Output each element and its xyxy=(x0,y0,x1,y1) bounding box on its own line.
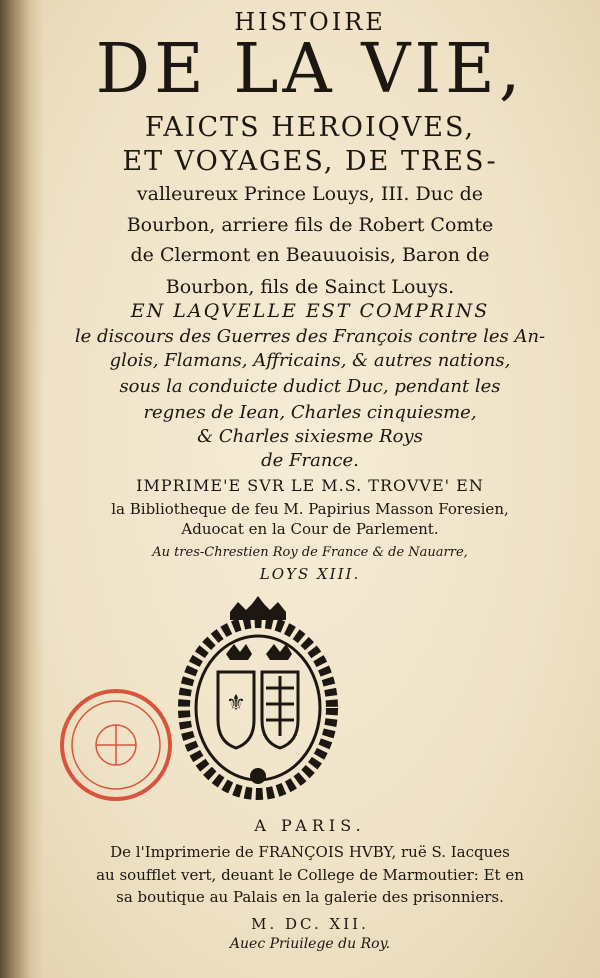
title-line-7: de Clermont en Beauuoisis, Baron de xyxy=(130,244,490,266)
book-binding-edge xyxy=(0,0,44,978)
imprint-line-3: sa boutique au Palais en la galerie des prisonniers. xyxy=(116,888,504,906)
svg-text:⚜: ⚜ xyxy=(226,691,246,716)
subtitle-line-2: le discours des Guerres des François contre les An- xyxy=(74,326,546,347)
dedication-line-1: Au tres-Chrestien Roy de France & de Nauarre, xyxy=(152,545,468,560)
subtitle-line-5: regnes de Iean, Charles cinquiesme, xyxy=(143,402,477,423)
imprint-privilege: Auec Priuilege du Roy. xyxy=(229,936,391,952)
imprint-line-1: De l'Imprimerie de FRANÇOIS HVBY, ruë S. Iacques xyxy=(110,843,510,861)
subtitle-line-7: de France. xyxy=(261,450,359,471)
subtitle-line-6: & Charles sixiesme Roys xyxy=(197,426,423,447)
subtitle-line-3: glois, Flamans, Affricains, & autres nations, xyxy=(109,350,511,371)
royal-coat-of-arms-icon xyxy=(178,588,338,800)
title-line-2: DE LA VIE, xyxy=(95,30,525,109)
imprint-city: A PARIS. xyxy=(254,816,366,835)
subtitle-line-1: EN LAQVELLE EST COMPRINS xyxy=(130,300,490,322)
source-note-line-1: IMPRIME'E SVR LE M.S. TROVVE' EN xyxy=(136,476,484,495)
library-stamp-icon xyxy=(56,685,176,805)
source-note-line-2: la Bibliotheque de feu M. Papirius Masson Foresien, xyxy=(111,500,509,518)
title-line-8: Bourbon, fils de Sainct Louys. xyxy=(165,276,455,298)
imprint-year: M. DC. XII. xyxy=(251,915,369,933)
imprint-line-2: au soufflet vert, deuant le College de Marmoutier: Et en xyxy=(96,866,524,884)
title-line-1: HISTOIRE xyxy=(234,8,386,36)
title-line-5: valleureux Prince Louys, III. Duc de xyxy=(136,183,484,205)
dedication-line-2: LOYS XIII. xyxy=(259,565,361,583)
source-note-line-3: Aduocat en la Cour de Parlement. xyxy=(181,520,439,538)
title-line-4: ET VOYAGES, DE TRES- xyxy=(122,146,498,177)
subtitle-line-4: sous la conduicte dudict Duc, pendant les xyxy=(119,376,501,397)
title-line-3: FAICTS HEROIQVES, xyxy=(144,112,476,143)
title-line-6: Bourbon, arriere fils de Robert Comte xyxy=(126,214,494,236)
